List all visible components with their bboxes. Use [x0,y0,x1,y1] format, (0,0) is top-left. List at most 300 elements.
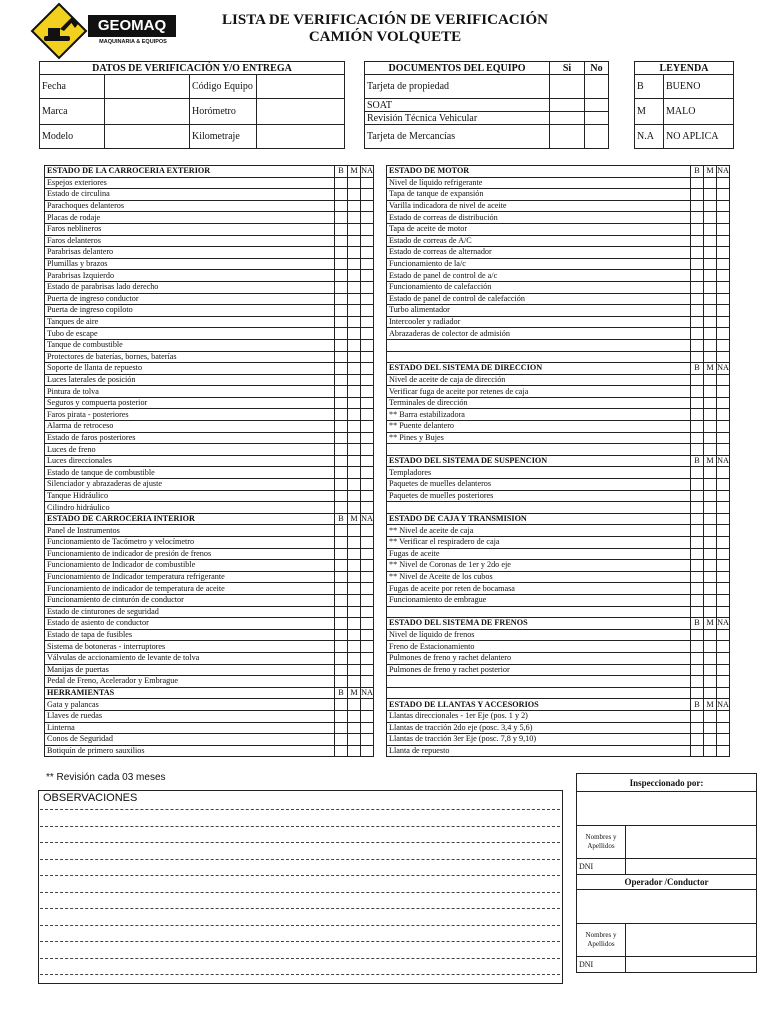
check-cell-b[interactable] [335,606,348,618]
check-cell-m[interactable] [704,722,717,734]
check-cell-na[interactable] [361,432,374,444]
check-cell-b[interactable] [691,200,704,212]
check-cell-na[interactable] [361,525,374,537]
check-cell-m[interactable] [704,548,717,560]
check-cell-m[interactable] [348,258,361,270]
kilometraje-field[interactable] [257,125,345,149]
check-cell-m[interactable] [704,641,717,653]
check-cell-m[interactable] [704,490,717,502]
check-cell-na[interactable] [361,281,374,293]
check-cell-m[interactable] [704,629,717,641]
check-cell-b[interactable] [335,652,348,664]
check-cell-m[interactable] [348,374,361,386]
check-cell-b[interactable] [335,212,348,224]
check-cell-m[interactable] [704,479,717,491]
observaciones-box[interactable] [38,790,563,984]
check-cell-na[interactable] [717,247,730,259]
check-cell-na[interactable] [361,363,374,375]
check-cell-na[interactable] [717,235,730,247]
check-cell-m[interactable] [348,467,361,479]
check-cell-b[interactable] [691,223,704,235]
check-cell-na[interactable] [361,490,374,502]
check-cell-m[interactable] [348,432,361,444]
check-cell-b[interactable] [691,444,704,456]
check-cell-na[interactable] [717,223,730,235]
check-cell-b[interactable] [335,189,348,201]
check-cell-b[interactable] [691,560,704,572]
check-cell-na[interactable] [361,328,374,340]
check-cell-b[interactable] [335,432,348,444]
codigo-equipo-field[interactable] [257,75,345,99]
check-cell-b[interactable] [335,571,348,583]
check-cell-b[interactable] [335,525,348,537]
check-cell-na[interactable] [717,502,730,514]
check-cell-b[interactable] [335,235,348,247]
check-cell-na[interactable] [361,664,374,676]
check-cell-na[interactable] [361,212,374,224]
check-cell-m[interactable] [348,270,361,282]
check-cell-b[interactable] [335,374,348,386]
check-cell-m[interactable] [348,652,361,664]
check-cell-m[interactable] [348,444,361,456]
check-cell-m[interactable] [704,177,717,189]
check-cell-m[interactable] [348,409,361,421]
check-cell-b[interactable] [335,560,348,572]
check-cell-m[interactable] [704,223,717,235]
check-cell-m[interactable] [348,490,361,502]
marca-field[interactable] [105,99,190,125]
check-cell-na[interactable] [361,455,374,467]
check-cell-b[interactable] [335,363,348,375]
check-cell-b[interactable] [691,467,704,479]
check-cell-na[interactable] [361,629,374,641]
operador-nombres-field[interactable] [626,924,757,957]
check-cell-m[interactable] [704,687,717,699]
check-cell-m[interactable] [348,606,361,618]
check-cell-m[interactable] [348,745,361,757]
check-cell-b[interactable] [691,235,704,247]
check-cell-na[interactable] [361,374,374,386]
check-cell-b[interactable] [691,386,704,398]
check-cell-b[interactable] [335,386,348,398]
check-cell-m[interactable] [348,189,361,201]
check-cell-m[interactable] [348,710,361,722]
check-cell-na[interactable] [717,745,730,757]
check-cell-na[interactable] [361,339,374,351]
check-cell-m[interactable] [348,281,361,293]
check-cell-b[interactable] [691,537,704,549]
check-cell-b[interactable] [335,745,348,757]
check-cell-m[interactable] [704,293,717,305]
check-cell-na[interactable] [717,664,730,676]
check-cell-b[interactable] [691,339,704,351]
check-cell-b[interactable] [335,421,348,433]
check-cell-b[interactable] [691,374,704,386]
check-cell-b[interactable] [691,258,704,270]
check-cell-b[interactable] [335,328,348,340]
check-cell-m[interactable] [348,293,361,305]
check-cell-na[interactable] [361,699,374,711]
check-cell-m[interactable] [704,397,717,409]
check-cell-m[interactable] [348,397,361,409]
check-cell-na[interactable] [361,560,374,572]
check-cell-b[interactable] [691,432,704,444]
check-cell-b[interactable] [335,351,348,363]
check-cell-na[interactable] [717,537,730,549]
check-cell-b[interactable] [335,502,348,514]
check-cell-m[interactable] [704,571,717,583]
check-cell-m[interactable] [348,177,361,189]
check-cell-b[interactable] [691,571,704,583]
check-cell-na[interactable] [717,722,730,734]
check-cell-na[interactable] [361,444,374,456]
check-cell-b[interactable] [691,189,704,201]
check-cell-na[interactable] [717,432,730,444]
check-cell-b[interactable] [335,664,348,676]
check-cell-b[interactable] [335,722,348,734]
check-cell-m[interactable] [704,444,717,456]
doc-si-check[interactable] [550,125,585,149]
check-cell-b[interactable] [335,177,348,189]
check-cell-na[interactable] [717,479,730,491]
check-cell-m[interactable] [704,502,717,514]
check-cell-b[interactable] [691,293,704,305]
check-cell-b[interactable] [335,409,348,421]
check-cell-na[interactable] [717,397,730,409]
check-cell-na[interactable] [717,316,730,328]
check-cell-na[interactable] [717,467,730,479]
modelo-field[interactable] [105,125,190,149]
check-cell-na[interactable] [717,328,730,340]
horometro-field[interactable] [257,99,345,125]
check-cell-na[interactable] [361,247,374,259]
check-cell-b[interactable] [691,710,704,722]
check-cell-na[interactable] [717,594,730,606]
check-cell-m[interactable] [348,734,361,746]
check-cell-na[interactable] [717,305,730,317]
check-cell-na[interactable] [361,305,374,317]
check-cell-b[interactable] [691,212,704,224]
check-cell-m[interactable] [348,247,361,259]
check-cell-m[interactable] [348,200,361,212]
check-cell-b[interactable] [691,687,704,699]
check-cell-b[interactable] [335,710,348,722]
check-cell-na[interactable] [717,571,730,583]
check-cell-b[interactable] [691,652,704,664]
check-cell-m[interactable] [704,606,717,618]
check-cell-b[interactable] [335,339,348,351]
check-cell-m[interactable] [348,699,361,711]
check-cell-m[interactable] [348,351,361,363]
check-cell-b[interactable] [335,293,348,305]
check-cell-m[interactable] [704,745,717,757]
check-cell-na[interactable] [717,409,730,421]
check-cell-m[interactable] [348,421,361,433]
check-cell-b[interactable] [335,223,348,235]
check-cell-b[interactable] [335,467,348,479]
check-cell-na[interactable] [361,316,374,328]
check-cell-na[interactable] [717,641,730,653]
check-cell-m[interactable] [704,710,717,722]
check-cell-m[interactable] [348,305,361,317]
check-cell-m[interactable] [704,212,717,224]
check-cell-na[interactable] [717,212,730,224]
check-cell-na[interactable] [361,223,374,235]
check-cell-m[interactable] [348,641,361,653]
check-cell-na[interactable] [717,374,730,386]
check-cell-m[interactable] [348,618,361,630]
check-cell-b[interactable] [335,455,348,467]
check-cell-m[interactable] [704,652,717,664]
check-cell-b[interactable] [335,479,348,491]
check-cell-na[interactable] [717,270,730,282]
check-cell-na[interactable] [717,351,730,363]
check-cell-b[interactable] [691,316,704,328]
check-cell-b[interactable] [335,699,348,711]
check-cell-m[interactable] [704,421,717,433]
check-cell-na[interactable] [361,386,374,398]
check-cell-b[interactable] [691,722,704,734]
check-cell-b[interactable] [691,305,704,317]
check-cell-na[interactable] [361,235,374,247]
doc-si-check[interactable] [550,112,585,125]
check-cell-na[interactable] [717,629,730,641]
check-cell-na[interactable] [361,606,374,618]
check-cell-m[interactable] [704,664,717,676]
check-cell-m[interactable] [704,235,717,247]
check-cell-b[interactable] [335,490,348,502]
check-cell-b[interactable] [335,200,348,212]
check-cell-m[interactable] [704,189,717,201]
operador-signature-field[interactable] [577,890,757,924]
inspeccionado-nombres-field[interactable] [626,826,757,859]
check-cell-m[interactable] [348,212,361,224]
check-cell-b[interactable] [335,676,348,688]
check-cell-m[interactable] [348,722,361,734]
check-cell-m[interactable] [704,281,717,293]
check-cell-na[interactable] [361,594,374,606]
check-cell-m[interactable] [348,560,361,572]
check-cell-m[interactable] [704,560,717,572]
check-cell-m[interactable] [348,571,361,583]
check-cell-na[interactable] [361,571,374,583]
check-cell-na[interactable] [717,444,730,456]
check-cell-m[interactable] [348,455,361,467]
check-cell-m[interactable] [348,339,361,351]
check-cell-na[interactable] [361,409,374,421]
check-cell-b[interactable] [335,618,348,630]
doc-no-check[interactable] [585,99,609,112]
check-cell-na[interactable] [361,258,374,270]
check-cell-na[interactable] [717,258,730,270]
check-cell-na[interactable] [361,722,374,734]
check-cell-m[interactable] [704,432,717,444]
check-cell-m[interactable] [704,537,717,549]
check-cell-m[interactable] [348,525,361,537]
check-cell-m[interactable] [704,351,717,363]
check-cell-b[interactable] [691,409,704,421]
check-cell-m[interactable] [348,629,361,641]
check-cell-na[interactable] [361,270,374,282]
check-cell-b[interactable] [335,641,348,653]
check-cell-m[interactable] [704,339,717,351]
check-cell-b[interactable] [691,525,704,537]
check-cell-b[interactable] [335,537,348,549]
check-cell-b[interactable] [691,734,704,746]
check-cell-b[interactable] [691,177,704,189]
check-cell-na[interactable] [717,710,730,722]
check-cell-na[interactable] [717,490,730,502]
check-cell-b[interactable] [691,548,704,560]
check-cell-b[interactable] [335,305,348,317]
inspeccionado-signature-field[interactable] [577,792,757,826]
fecha-field[interactable] [105,75,190,99]
operador-dni-field[interactable] [626,957,757,973]
doc-no-check[interactable] [585,125,609,149]
check-cell-m[interactable] [704,328,717,340]
check-cell-b[interactable] [691,351,704,363]
check-cell-m[interactable] [704,374,717,386]
check-cell-b[interactable] [691,281,704,293]
check-cell-b[interactable] [335,629,348,641]
check-cell-m[interactable] [348,363,361,375]
check-cell-na[interactable] [361,502,374,514]
check-cell-na[interactable] [717,200,730,212]
check-cell-na[interactable] [717,421,730,433]
check-cell-na[interactable] [717,177,730,189]
check-cell-m[interactable] [348,548,361,560]
check-cell-na[interactable] [717,386,730,398]
check-cell-na[interactable] [717,734,730,746]
check-cell-b[interactable] [691,421,704,433]
check-cell-b[interactable] [335,247,348,259]
doc-no-check[interactable] [585,75,609,99]
check-cell-b[interactable] [691,664,704,676]
check-cell-na[interactable] [361,618,374,630]
check-cell-na[interactable] [361,293,374,305]
check-cell-m[interactable] [704,270,717,282]
check-cell-b[interactable] [691,328,704,340]
check-cell-m[interactable] [348,479,361,491]
check-cell-na[interactable] [717,560,730,572]
check-cell-b[interactable] [691,606,704,618]
check-cell-b[interactable] [691,270,704,282]
doc-si-check[interactable] [550,75,585,99]
check-cell-na[interactable] [361,421,374,433]
check-cell-b[interactable] [335,397,348,409]
check-cell-b[interactable] [691,583,704,595]
check-cell-m[interactable] [348,386,361,398]
check-cell-na[interactable] [361,745,374,757]
check-cell-m[interactable] [348,583,361,595]
check-cell-na[interactable] [717,189,730,201]
check-cell-m[interactable] [704,594,717,606]
check-cell-b[interactable] [335,734,348,746]
check-cell-na[interactable] [361,479,374,491]
check-cell-m[interactable] [704,258,717,270]
check-cell-b[interactable] [335,258,348,270]
check-cell-b[interactable] [335,548,348,560]
check-cell-m[interactable] [704,386,717,398]
check-cell-m[interactable] [348,316,361,328]
check-cell-na[interactable] [717,606,730,618]
inspeccionado-dni-field[interactable] [626,859,757,875]
check-cell-m[interactable] [704,316,717,328]
check-cell-m[interactable] [348,328,361,340]
check-cell-b[interactable] [691,479,704,491]
check-cell-b[interactable] [335,444,348,456]
check-cell-m[interactable] [704,676,717,688]
check-cell-b[interactable] [335,281,348,293]
check-cell-m[interactable] [704,200,717,212]
check-cell-na[interactable] [361,200,374,212]
check-cell-na[interactable] [361,734,374,746]
check-cell-na[interactable] [361,189,374,201]
check-cell-b[interactable] [691,745,704,757]
check-cell-b[interactable] [691,397,704,409]
check-cell-m[interactable] [348,223,361,235]
check-cell-na[interactable] [717,339,730,351]
check-cell-na[interactable] [361,641,374,653]
check-cell-m[interactable] [348,594,361,606]
check-cell-b[interactable] [335,594,348,606]
check-cell-na[interactable] [717,293,730,305]
check-cell-m[interactable] [704,305,717,317]
check-cell-b[interactable] [691,676,704,688]
check-cell-m[interactable] [348,664,361,676]
check-cell-na[interactable] [361,710,374,722]
check-cell-na[interactable] [717,687,730,699]
check-cell-na[interactable] [717,281,730,293]
doc-no-check[interactable] [585,112,609,125]
check-cell-na[interactable] [361,583,374,595]
check-cell-b[interactable] [691,629,704,641]
check-cell-na[interactable] [361,652,374,664]
check-cell-b[interactable] [691,594,704,606]
check-cell-b[interactable] [335,316,348,328]
check-cell-na[interactable] [361,177,374,189]
check-cell-na[interactable] [361,397,374,409]
check-cell-na[interactable] [717,676,730,688]
check-cell-b[interactable] [691,247,704,259]
check-cell-na[interactable] [361,467,374,479]
check-cell-m[interactable] [348,502,361,514]
check-cell-m[interactable] [704,525,717,537]
check-cell-m[interactable] [704,467,717,479]
check-cell-na[interactable] [717,652,730,664]
check-cell-m[interactable] [704,583,717,595]
check-cell-b[interactable] [691,502,704,514]
check-cell-m[interactable] [348,676,361,688]
check-cell-m[interactable] [704,247,717,259]
check-cell-m[interactable] [704,734,717,746]
check-cell-b[interactable] [335,583,348,595]
check-cell-na[interactable] [717,583,730,595]
check-cell-na[interactable] [361,676,374,688]
check-cell-na[interactable] [717,548,730,560]
check-cell-na[interactable] [717,525,730,537]
check-cell-b[interactable] [335,270,348,282]
check-cell-na[interactable] [361,351,374,363]
check-cell-b[interactable] [691,641,704,653]
check-cell-na[interactable] [361,537,374,549]
check-cell-m[interactable] [348,235,361,247]
check-cell-m[interactable] [348,537,361,549]
check-cell-na[interactable] [361,548,374,560]
check-cell-m[interactable] [704,409,717,421]
doc-si-check[interactable] [550,99,585,112]
check-cell-b[interactable] [691,490,704,502]
